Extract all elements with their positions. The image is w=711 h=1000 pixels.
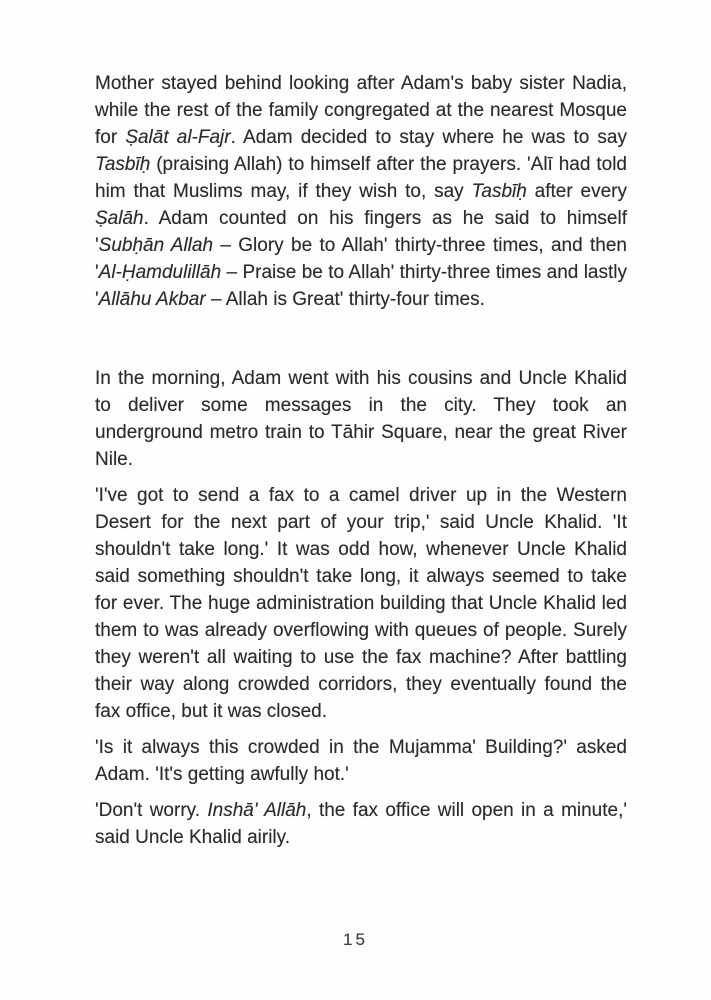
- text-block: [95, 70, 627, 860]
- italic-term: Ṣalāt al-Fajr: [125, 127, 231, 148]
- text-segment: In the morning, Adam went with his cousins and Uncle Khalid to deliver some messages in the city. They took an underground metro train to Tāhir Square, near the great River Nile.: [95, 368, 627, 470]
- page-number: 15: [343, 930, 368, 949]
- text-segment: Mother stayed behind looking after Adam's baby sister Nadia, while the rest of the family congregated at the nearest Mosque for: [95, 73, 627, 148]
- italic-term: Al-Ḥamdulillāh: [98, 262, 222, 283]
- paragraph: [95, 365, 627, 473]
- paragraph: [95, 70, 627, 313]
- paragraph: [95, 482, 627, 725]
- italic-term: Allāhu Akbar: [98, 289, 206, 310]
- italic-term: Subḥān Allah: [98, 235, 214, 256]
- text-segment: . Adam decided to stay where he was to say: [230, 127, 627, 148]
- paragraph: [95, 734, 627, 788]
- paragraph: [95, 797, 627, 851]
- text-segment: . Adam counted on his fingers as he said to himself ': [95, 208, 627, 256]
- text-segment: – Glory be to Allah' thirty-three times, and then ': [95, 235, 627, 283]
- text-segment: 'I've got to send a fax to a camel driver up in the Western Desert for the next part of your trip,' said Uncle Khalid. 'It shouldn't take long.' It was odd how, whenever Uncle Khalid said something shouldn't take long, it always seemed to take for ever. The huge administration building that Uncle Khalid led them to was already overflowing with queues of people. Surely they weren't all waiting to use the fax machine? After battling their way along crowded corridors, they eventually found the fax office, but it was closed.: [95, 485, 627, 722]
- italic-term: Ṣalāh: [95, 208, 144, 229]
- italic-term: Inshā' Allāh: [207, 800, 307, 821]
- text-segment: 'Is it always this crowded in the Mujamma' Building?' asked Adam. 'It's getting awfully hot.': [95, 737, 627, 785]
- text-segment: after every: [526, 181, 627, 202]
- text-segment: 'Don't worry.: [95, 800, 208, 821]
- page-footer: [0, 928, 711, 952]
- text-segment: , the fax office will open in a minute,' said Uncle Khalid airily.: [95, 800, 627, 848]
- text-segment: (praising Allah) to himself after the prayers. 'Alī had told him that Muslims may, if they wish to, say: [95, 154, 627, 202]
- text-segment: – Praise be to Allah' thirty-three times and lastly ': [95, 262, 627, 310]
- italic-term: Tasbīḥ: [95, 154, 151, 175]
- text-segment: – Allah is Great' thirty-four times.: [205, 289, 485, 310]
- italic-term: Tasbīḥ: [471, 181, 527, 202]
